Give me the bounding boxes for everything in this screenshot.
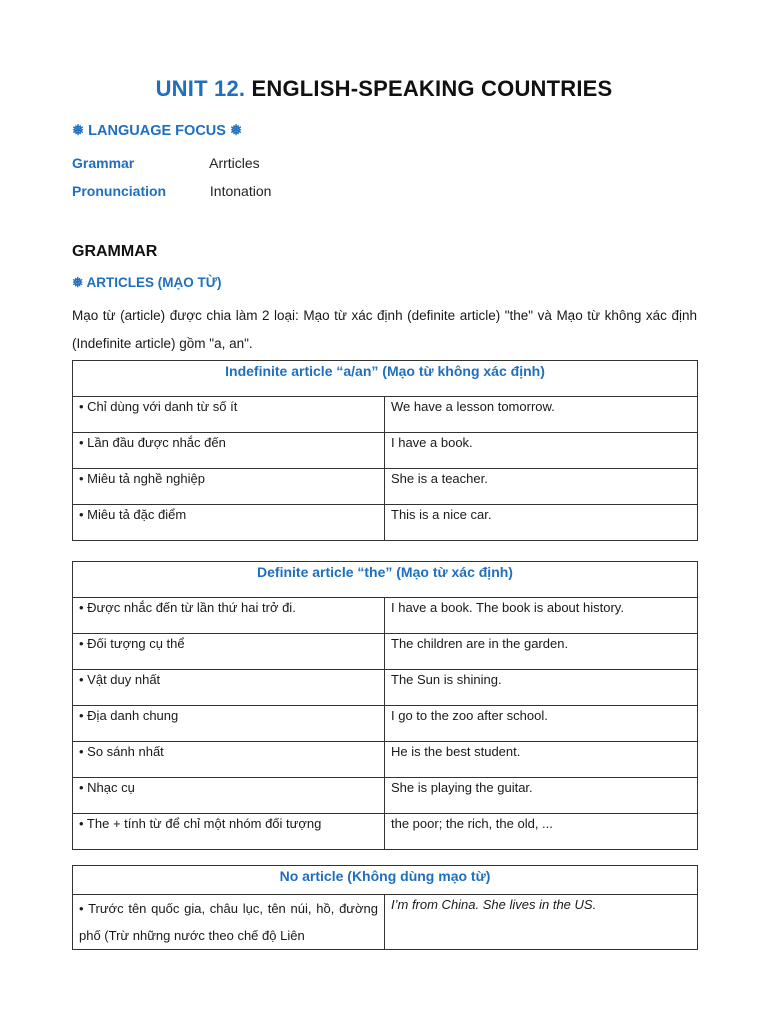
language-focus-heading: ❅ LANGUAGE FOCUS ❅	[72, 123, 243, 139]
table-row	[73, 469, 698, 505]
rule-cell: • Nhạc cụ	[73, 778, 385, 814]
table-header: Indefinite article “a/an” (Mạo từ không xác định)	[73, 361, 698, 397]
table-row	[73, 634, 698, 670]
table-row	[73, 505, 698, 541]
focus-value: Intonation	[206, 183, 272, 199]
intro-paragraph: Mạo từ (article) được chia làm 2 loại: Mạo từ xác định (definite article) "the" và Mạo từ không xác định (Indefinite article) gồm "a, an".	[72, 308, 697, 351]
rule-cell: • Vật duy nhất	[73, 670, 385, 706]
table-row	[73, 706, 698, 742]
table-row	[73, 433, 698, 469]
definite-article-table	[72, 561, 698, 850]
focus-value: Arrticles	[206, 155, 260, 171]
example-cell: The children are in the garden.	[385, 634, 698, 670]
no-article-table	[72, 865, 698, 950]
table-header: Definite article “the” (Mạo từ xác định)	[73, 562, 698, 598]
rule-cell: • Địa danh chung	[73, 706, 385, 742]
rule-cell: • Lần đầu được nhắc đến	[73, 433, 385, 469]
example-cell: I have a book.	[385, 433, 698, 469]
unit-number: UNIT 12.	[155, 76, 246, 101]
focus-row-pronunciation	[72, 183, 271, 199]
example-cell: She is playing the guitar.	[385, 778, 698, 814]
indefinite-article-table	[72, 360, 698, 541]
rule-cell: • Được nhắc đến từ lần thứ hai trở đi.	[73, 598, 385, 634]
example-cell: He is the best student.	[385, 742, 698, 778]
example-cell: The Sun is shining.	[385, 670, 698, 706]
rule-cell: • Chỉ dùng với danh từ số ít	[73, 397, 385, 433]
rule-cell: • Miêu tả nghề nghiệp	[73, 469, 385, 505]
rule-cell: • Miêu tả đặc điểm	[73, 505, 385, 541]
page-title	[0, 76, 768, 102]
example-cell: I’m from China. She lives in the US.	[385, 895, 698, 950]
table-row	[73, 397, 698, 433]
table-row	[73, 598, 698, 634]
example-cell: This is a nice car.	[385, 505, 698, 541]
example-cell: I go to the zoo after school.	[385, 706, 698, 742]
table-row	[73, 742, 698, 778]
focus-row-grammar	[72, 155, 260, 171]
focus-key: Grammar	[72, 155, 135, 171]
articles-heading: ❅ ARTICLES (MẠO TỪ)	[72, 275, 222, 290]
focus-key: Pronunciation	[72, 183, 167, 199]
table-row	[73, 778, 698, 814]
rule-cell: • Đối tượng cụ thể	[73, 634, 385, 670]
table-header: No article (Không dùng mạo từ)	[73, 866, 698, 895]
table-row	[73, 895, 698, 950]
example-cell: We have a lesson tomorrow.	[385, 397, 698, 433]
rule-cell: • So sánh nhất	[73, 742, 385, 778]
example-cell: the poor; the rich, the old, ...	[385, 814, 698, 850]
example-cell: I have a book. The book is about history.	[385, 598, 698, 634]
unit-name: ENGLISH-SPEAKING COUNTRIES	[251, 76, 613, 101]
rule-cell: • The + tính từ để chỉ một nhóm đối tượng	[73, 814, 385, 850]
example-cell: She is a teacher.	[385, 469, 698, 505]
grammar-heading: GRAMMAR	[72, 243, 158, 260]
rule-cell: • Trước tên quốc gia, châu lục, tên núi, hồ, đường phố (Trừ những nước theo chế độ Liên	[73, 895, 385, 950]
table-row	[73, 670, 698, 706]
table-row	[73, 814, 698, 850]
